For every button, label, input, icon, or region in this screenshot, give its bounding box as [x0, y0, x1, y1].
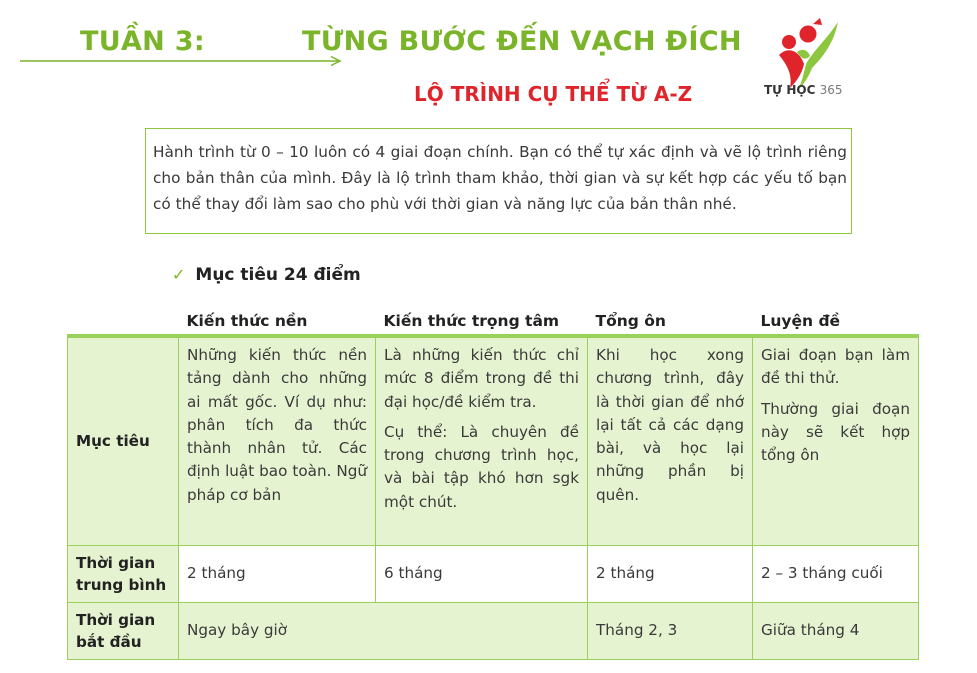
logo-brand: TỰ HỌC	[764, 83, 816, 97]
cell-duration-foundation: 2 tháng	[179, 545, 376, 602]
cell-objective-foundation: Những kiến thức nền tảng dành cho những ai mất gốc. Ví dụ như: phân tích đa thức thành nhân tử. Các định luật bao toàn. Ngữ pháp cơ bản	[179, 336, 376, 545]
header-empty	[68, 308, 179, 336]
cell-objective-core	[376, 336, 588, 545]
column-header-review: Tổng ôn	[588, 308, 753, 336]
table-row-start	[68, 602, 919, 659]
week-title: TỪNG BƯỚC ĐẾN VẠCH ĐÍCH	[302, 26, 742, 57]
row-label-objective: Mục tiêu	[68, 336, 179, 545]
column-header-core: Kiến thức trọng tâm	[376, 308, 588, 336]
table-row-objective	[68, 336, 919, 545]
table-row-duration	[68, 545, 919, 602]
checkmark-icon: ✓	[172, 265, 186, 284]
cell-duration-practice: 2 – 3 tháng cuối	[753, 545, 919, 602]
column-header-foundation: Kiến thức nền	[179, 308, 376, 336]
logo-text	[764, 83, 843, 97]
roadmap-table	[67, 308, 919, 660]
row-label-start: Thời gian bắt đầu	[68, 602, 179, 659]
page-subtitle: LỘ TRÌNH CỤ THỂ TỪ A-Z	[414, 82, 693, 106]
cell-duration-review: 2 tháng	[588, 545, 753, 602]
logo-number: 365	[819, 83, 843, 97]
cell-objective-core-p1: Là những kiến thức chỉ mức 8 điểm trong đề thi đại học/đề kiểm tra.	[384, 346, 579, 411]
cell-start-foundation-core: Ngay bây giờ	[179, 602, 588, 659]
cell-objective-practice-p1: Giai đoạn bạn làm đề thi thử.	[761, 346, 910, 388]
cell-objective-core-p2: Cụ thể: Là chuyên đề trong chương trình học, và bài tập khó hơn sgk một chút.	[384, 422, 579, 511]
intro-box: Hành trình từ 0 – 10 luôn có 4 giai đoạn chính. Bạn có thể tự xác định và vẽ lộ trình riêng cho bản thân của mình. Đây là lộ trình tham khảo, thời gian và sự kết hợp các yếu tố bạn có thể thay đổi làm sao cho phù với thời gian và năng lực của bản thân nhé.	[145, 128, 852, 234]
cell-objective-review: Khi học xong chương trình, đây là thời gian để nhớ lại tất cả các dạng bài, và học lại những phần bị quên.	[588, 336, 753, 545]
goal-heading	[172, 265, 361, 285]
cell-start-review: Tháng 2, 3	[588, 602, 753, 659]
row-label-duration: Thời gian trung bình	[68, 545, 179, 602]
goal-label: Mục tiêu 24 điểm	[195, 265, 361, 285]
cell-start-practice: Giữa tháng 4	[753, 602, 919, 659]
week-label: TUẦN 3:	[80, 26, 205, 57]
column-header-practice: Luyện đề	[753, 308, 919, 336]
table-header-row	[68, 308, 919, 336]
arrow-line	[20, 55, 350, 67]
cell-objective-practice-p2: Thường giai đoạn này sẽ kết hợp tổng ôn	[761, 399, 910, 465]
cell-objective-practice	[753, 336, 919, 545]
cell-duration-core: 6 tháng	[376, 545, 588, 602]
